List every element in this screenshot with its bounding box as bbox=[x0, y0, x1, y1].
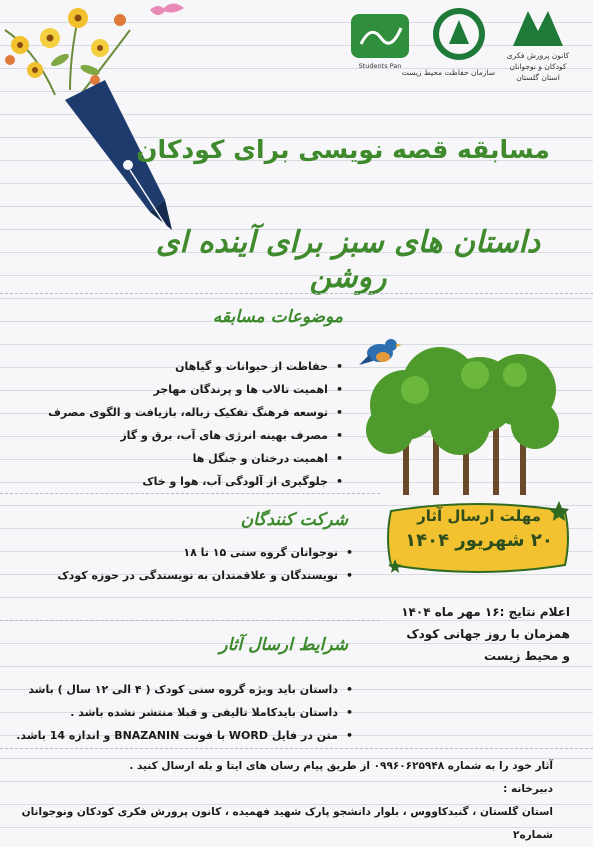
topic-item: • جلوگیری از آلودگی آب، هوا و خاک bbox=[48, 470, 343, 493]
logos-area bbox=[343, 6, 573, 86]
flowers-and-pen-illustration bbox=[0, 0, 210, 240]
main-title: مسابقه قصه نویسی برای کودکان bbox=[136, 135, 550, 164]
footer-info bbox=[13, 755, 553, 847]
kanoon-logo-caption bbox=[503, 50, 573, 83]
results-announcement bbox=[350, 601, 570, 667]
secretariat-address: استان گلستان ، گنبدکاووس ، بلوار دانشجو پارک شهید فهمیده ، کانون پرورش فکری کودکان ونوجوانان شماره۲ bbox=[21, 806, 553, 841]
section-divider bbox=[0, 293, 593, 294]
topic-item: • حفاظت از حیوانات و گیاهان bbox=[48, 355, 343, 378]
deadline-date: ۲۰ شهریور ۱۴۰۴ bbox=[405, 530, 553, 551]
student-pan-caption: Students Pan bbox=[358, 62, 402, 70]
subtitle: داستان های سبز برای آینده ای روشن bbox=[155, 225, 541, 295]
topic-item: • اهمیت تالاب ها و پرندگان مهاجر bbox=[48, 378, 343, 401]
topic-item: • مصرف بهینه انرژی های آب، برق و گاز bbox=[48, 424, 343, 447]
participant-item: • نویسندگان و علاقمندان به نویسندگی در حوزه کودک bbox=[57, 564, 353, 587]
kanoon-caption-line: کانون پرورش فکری bbox=[506, 51, 570, 60]
participant-item: • نوجوانان گروه سنی ۱۵ تا ۱۸ bbox=[57, 541, 353, 564]
topics-list bbox=[48, 355, 343, 493]
environment-org-caption: سازمان حفاظت محیط زیست bbox=[401, 68, 495, 77]
results-note: و محیط زیست bbox=[484, 649, 570, 663]
condition-item: • داستان بایدکاملا تالیفی و قبلا منتشر نشده باشد . bbox=[16, 701, 353, 724]
kanoon-logo-icon bbox=[503, 6, 573, 51]
topic-item: • اهمیت درختان و جنگل ها bbox=[48, 447, 343, 470]
condition-item: • داستان باید ویژه گروه سنی کودک ( ۴ الی ۱۲ سال ) باشد bbox=[16, 678, 353, 701]
condition-item: • متن در فایل WORD با فونت BNAZANIN و اندازه 14 باشد. bbox=[16, 724, 353, 747]
results-date: اعلام نتایج :۱۶ مهر ماه ۱۴۰۴ bbox=[401, 605, 570, 619]
conditions-heading: شرایط ارسال آثار bbox=[219, 635, 348, 655]
deadline-label: مهلت ارسال آثار bbox=[417, 507, 541, 525]
conditions-list bbox=[16, 678, 353, 747]
submission-instructions: آثار خود را به شماره ۰۹۹۶۰۶۲۵۹۴۸ از طریق پیام رسان های ایتا و بله ارسال کنید . bbox=[129, 760, 553, 772]
environment-org-logo-icon bbox=[427, 6, 491, 66]
results-note: همزمان با روز جهانی کودک bbox=[406, 627, 570, 641]
topics-heading: موضوعات مسابقه bbox=[212, 307, 343, 327]
participants-heading: شرکت کنندگان bbox=[240, 510, 348, 530]
section-divider bbox=[0, 620, 380, 621]
secretariat-label: دبیرخانه : bbox=[503, 783, 553, 795]
participants-list bbox=[57, 541, 353, 587]
student-pan-logo-icon bbox=[347, 10, 413, 66]
kanoon-caption-line: استان گلستان bbox=[516, 73, 560, 82]
section-divider bbox=[0, 493, 380, 494]
kanoon-caption-line: کودکان و نوجوانان bbox=[509, 62, 567, 71]
trees-with-bird-illustration bbox=[355, 325, 565, 500]
topic-item: • توسعه فرهنگ تفکیک زباله، بازیافت و الگوی مصرف bbox=[48, 401, 343, 424]
section-divider bbox=[0, 748, 593, 749]
